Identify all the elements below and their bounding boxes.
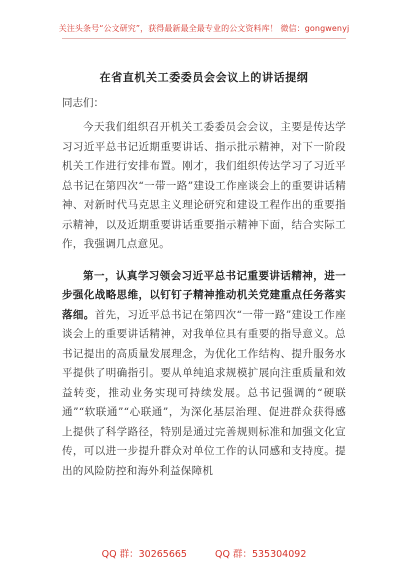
paragraph-2-body: 首先，习近平总书记在第四次“一带一路”建设工作座谈会上的重要讲话精神，对我单位具有重要的指导意义。总书记提出的高质量发展理念，为优化工作结构、提升服务水平提供了明确指引。要从单纯追求规模扩展向注重质量和效益转变，推动业务实现可持续发展。总书记强调的“硬联通”“软联通”“心联通”，为深化基层治理、促进群众获得感上提供了科学路径，特别是通过完善规则标准和加强文化宣传，可以进一步提升群众对单位工作的认同感和支持度。提出的风险防控和海外利益保障机	[62, 308, 347, 477]
footer-contacts	[0, 546, 408, 560]
footer-qq-group-1: QQ 群：30265665	[101, 549, 187, 560]
header-divider	[62, 38, 346, 39]
paragraph-2-lead: 第一，认真学习领会习近平总书记重要讲话精神，进一步强化战略思维，以钉钉子精神推动机关党建重点任务落实落细。	[62, 269, 346, 321]
document-body	[62, 118, 346, 481]
paragraph-1: 今天我们组织召开机关工委委员会会议，主要是传达学习习近平总书记近期重要讲话、指示批示精神，对下一阶段机关工作进行安排布置。刚才，我们组织传达学习了习近平总书记在第四次“一带一路”建设工作座谈会上的重要讲话精神、对新时代马克思主义理论研究和建设工程作出的重要指示精神，以及近期重要讲话重要指示精神下面，结合实际工作，我强调几点意见。	[62, 121, 346, 250]
paragraph-2	[62, 267, 346, 482]
footer-qq-group-2: QQ 群：535304092	[214, 549, 307, 560]
salutation: 同志们：	[62, 97, 104, 109]
document-title: 在省直机关工委委员会会议上的讲话提纲	[99, 71, 309, 84]
header-banner: 关注头条号“公文研究”，获得最新最全最专业的公文资料库！ 微信：gongwenyj	[58, 24, 350, 33]
